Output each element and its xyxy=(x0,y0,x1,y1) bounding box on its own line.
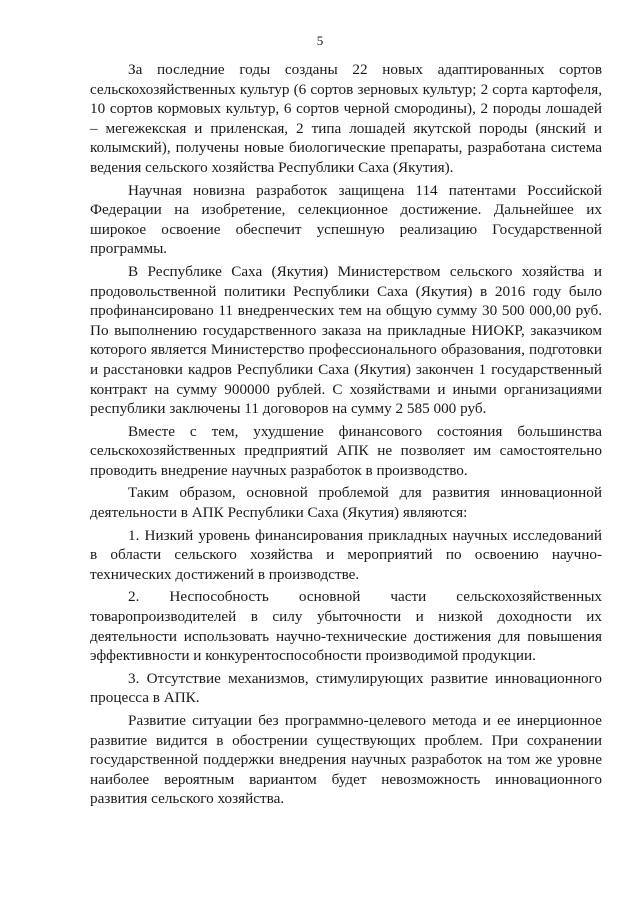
list-item-2: 2. Неспособность основной части сельскохозяйственных товаропроизводителей в силу убыточности и низкой доходности их деятельности использовать научно-технические достижения для повышения эффективности и конкурентоспособности производимой продукции. xyxy=(90,588,602,665)
list-item-3: 3. Отсутствие механизмов, стимулирующих развитие инновационного процесса в АПК. xyxy=(90,669,602,707)
paragraph-new-varieties: За последние годы созданы 22 новых адаптированных сортов сельскохозяйственных культур (6 сортов зерновых культур; 2 сорта картофеля, 10 сортов кормовых культур, 6 сортов черной смородины), 2 породы лошадей – мегежекская и приленская, 2 типа лошадей якутской породы (янский и колымский), получены новые биологические препараты, разработана система ведения сельского хозяйства Республики Саха (Якутия). xyxy=(90,61,602,176)
paragraph-financial-state: Вместе с тем, ухудшение финансового состояния большинства сельскохозяйственных предприятий АПК не позволяет им самостоятельно проводить внедрение научных разработок в производство. xyxy=(90,422,602,479)
paragraph-patents: Научная новизна разработок защищена 114 патентами Российской Федерации на изобретение, селекционное достижение. Дальнейшее их широкое освоение обеспечит успешную реализацию Государственной программы. xyxy=(90,181,602,258)
paragraph-funding: В Республике Саха (Якутия) Министерством сельского хозяйства и продовольственной политики Республики Саха (Якутия) в 2016 году было профинансировано 11 внедренческих тем на общую сумму 30 500 000,00 руб. По выполнению государственного заказа на прикладные НИОКР, заказчиком которого является Министерство профессионального образования, подготовки и расстановки кадров Республики Саха (Якутия) закончен 1 государственный контракт на сумму 900000 рублей. С хозяйствами и иными организациями республики заключены 11 договоров на сумму 2 585 000 руб. xyxy=(90,262,602,418)
list-item-1: 1. Низкий уровень финансирования прикладных научных исследований в области сельского хозяйства и мероприятий по освоению научно-технических достижений в производстве. xyxy=(90,526,602,583)
paragraph-main-problem: Таким образом, основной проблемой для развития инновационной деятельности в АПК Республики Саха (Якутия) являются: xyxy=(90,484,602,522)
paragraph-conclusion: Развитие ситуации без программно-целевого метода и ее инерционное развитие видится в обострении существующих проблем. При сохранении государственной поддержки внедрения научных разработок на том же уровне наиболее вероятным вариантом будет невозможность инновационного развития сельского хозяйства. xyxy=(90,712,602,808)
document-body xyxy=(90,60,602,812)
page-number: 5 xyxy=(316,33,324,48)
